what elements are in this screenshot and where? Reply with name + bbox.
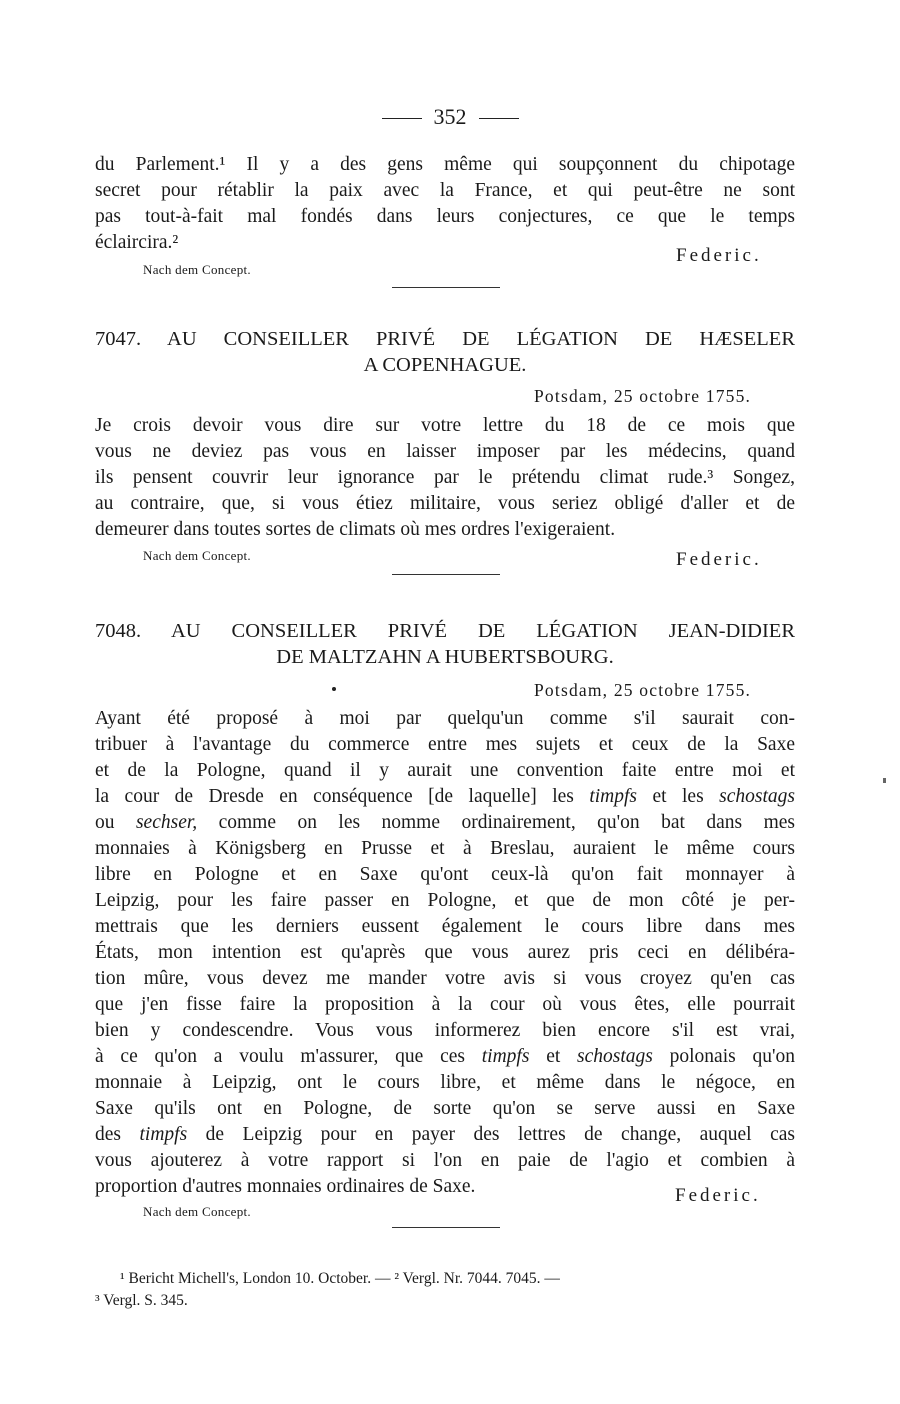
text-line <box>95 784 795 810</box>
letter-body-7047 <box>95 413 795 543</box>
text-line <box>95 732 795 758</box>
text-segment: ou <box>95 812 136 833</box>
text-line: demeurer dans toutes sortes de climats où mes ordres l'exigeraient. <box>95 519 616 540</box>
text-line <box>95 1044 795 1070</box>
text-segment: États, mon intention est qu'après que vous aurez pris ceci en délibéra- <box>95 942 795 963</box>
section-divider <box>392 1227 500 1228</box>
italic-term: timpfs <box>589 786 638 807</box>
text-line <box>95 810 795 836</box>
text-segment: proportion d'autres monnaies ordinaires de Saxe. <box>95 1176 476 1197</box>
text-segment: Ayant été proposé à moi par quelqu'un comme s'il saurait con- <box>95 708 795 729</box>
text-segment: la cour de Dresde en conséquence [de laquelle] les <box>95 786 590 807</box>
text-segment: tion mûre, vous devez me mander votre avis si vous croyez qu'en cas <box>95 968 795 989</box>
text-segment: tribuer à l'avantage du commerce entre mes sujets et ceux de la Saxe <box>95 734 795 755</box>
text-segment: monnaie à Leipzig, ont le cours libre, et même dans le négoce, en <box>95 1072 795 1093</box>
dateline: Potsdam, 25 octobre 1755. <box>534 680 752 700</box>
italic-term: schostags <box>719 786 795 807</box>
text-segment: à ce qu'on a voulu m'assurer, que ces <box>95 1046 482 1067</box>
text-line <box>95 992 795 1018</box>
text-line <box>95 966 795 992</box>
text-segment: Saxe qu'ils ont en Pologne, de sorte qu'on se serve aussi en Saxe <box>95 1098 795 1119</box>
text-line <box>95 1096 795 1122</box>
text-segment: libre en Pologne et en Saxe qu'ont ceux-là qu'on fait monnayer à <box>95 864 795 885</box>
text-line <box>95 1018 795 1044</box>
italic-term: timpfs <box>481 1046 530 1067</box>
footnote-line: ¹ Bericht Michell's, London 10. October. — ² Vergl. Nr. 7044. 7045. — <box>120 1270 560 1287</box>
text-segment: polonais qu'on <box>652 1046 795 1067</box>
letter-heading-7048 <box>95 618 795 670</box>
signature: Federic. <box>676 245 762 266</box>
text-segment: de Leipzig pour en payer des lettres de change, auquel cas <box>187 1124 795 1145</box>
text-line: pas tout-à-fait mal fondés dans leurs conjectures, ce que le temps <box>95 206 795 227</box>
text-segment: et <box>529 1046 578 1067</box>
letter-body-7048 <box>95 706 795 1200</box>
dateline: Potsdam, 25 octobre 1755. <box>534 386 752 406</box>
text-line <box>95 940 795 966</box>
continuation-paragraph <box>95 152 795 256</box>
concept-note: Nach dem Concept. <box>143 548 251 563</box>
text-line <box>95 1070 795 1096</box>
text-segment: vous ajouterez à votre rapport si l'on en paie de l'agio et combien à <box>95 1150 795 1171</box>
text-line <box>95 888 795 914</box>
text-segment: et les <box>637 786 720 807</box>
header-dash-right <box>479 118 519 119</box>
text-line <box>95 862 795 888</box>
signature: Federic. <box>676 549 762 570</box>
text-line: secret pour rétablir la paix avec la France, et qui peut-être ne sont <box>95 180 795 201</box>
printer-mark <box>332 687 336 691</box>
text-segment: des <box>95 1124 140 1145</box>
text-line <box>95 758 795 784</box>
text-segment: que j'en fisse faire la proposition à la cour où vous êtes, elle pourrait <box>95 994 795 1015</box>
signature: Federic. <box>675 1185 761 1206</box>
italic-term: timpfs <box>139 1124 188 1145</box>
italic-term: schostags <box>577 1046 653 1067</box>
heading-line: A COPENHAGUE. <box>363 354 527 376</box>
text-segment: Leipzig, pour les faire passer en Pologne, et que de mon côté je per- <box>95 890 795 911</box>
text-line: Je crois devoir vous dire sur votre lettre du 18 de ce mois que <box>95 415 795 436</box>
heading-line: 7048. AU CONSEILLER PRIVÉ DE LÉGATION JEAN-DIDIER <box>95 620 795 642</box>
text-line: vous ne deviez pas vous en laisser imposer par les médecins, quand <box>95 441 795 462</box>
section-divider <box>392 287 500 288</box>
text-line: ils pensent couvrir leur ignorance par le prétendu climat rude.³ Songez, <box>95 467 795 488</box>
section-divider <box>392 574 500 575</box>
page-number: 352 <box>433 104 467 129</box>
text-segment: bien y condescendre. Vous vous informerez bien encore s'il est vrai, <box>95 1020 795 1041</box>
heading-line: 7047. AU CONSEILLER PRIVÉ DE LÉGATION DE HÆSELER <box>95 328 795 350</box>
text-line: au contraire, que, si vous étiez militaire, vous seriez obligé d'aller et de <box>95 493 795 514</box>
text-line <box>95 836 795 862</box>
text-line <box>95 706 795 732</box>
text-line <box>95 1148 795 1174</box>
concept-note: Nach dem Concept. <box>143 1204 251 1219</box>
footnote-line: ³ Vergl. S. 345. <box>95 1292 188 1309</box>
heading-line: DE MALTZAHN A HUBERTSBOURG. <box>276 646 614 668</box>
footnotes <box>95 1268 800 1312</box>
text-line: du Parlement.¹ Il y a des gens même qui soupçonnent du chipotage <box>95 154 795 175</box>
italic-term: sechser, <box>135 812 198 833</box>
letter-heading-7047 <box>95 326 795 378</box>
page-number-header <box>0 104 900 130</box>
page-speck <box>883 778 886 783</box>
text-line <box>95 914 795 940</box>
text-line <box>95 1122 795 1148</box>
text-segment: monnaies à Königsberg en Prusse et à Breslau, auraient le même cours <box>95 838 795 859</box>
text-segment: et de la Pologne, quand il y aurait une convention faite entre moi et <box>95 760 795 781</box>
concept-note: Nach dem Concept. <box>143 262 251 277</box>
text-segment: mettrais que les derniers eussent également le cours libre dans mes <box>95 916 795 937</box>
text-line: éclaircira.² <box>95 232 179 253</box>
header-dash-left <box>382 118 422 119</box>
text-segment: comme on les nomme ordinairement, qu'on bat dans mes <box>197 812 795 833</box>
